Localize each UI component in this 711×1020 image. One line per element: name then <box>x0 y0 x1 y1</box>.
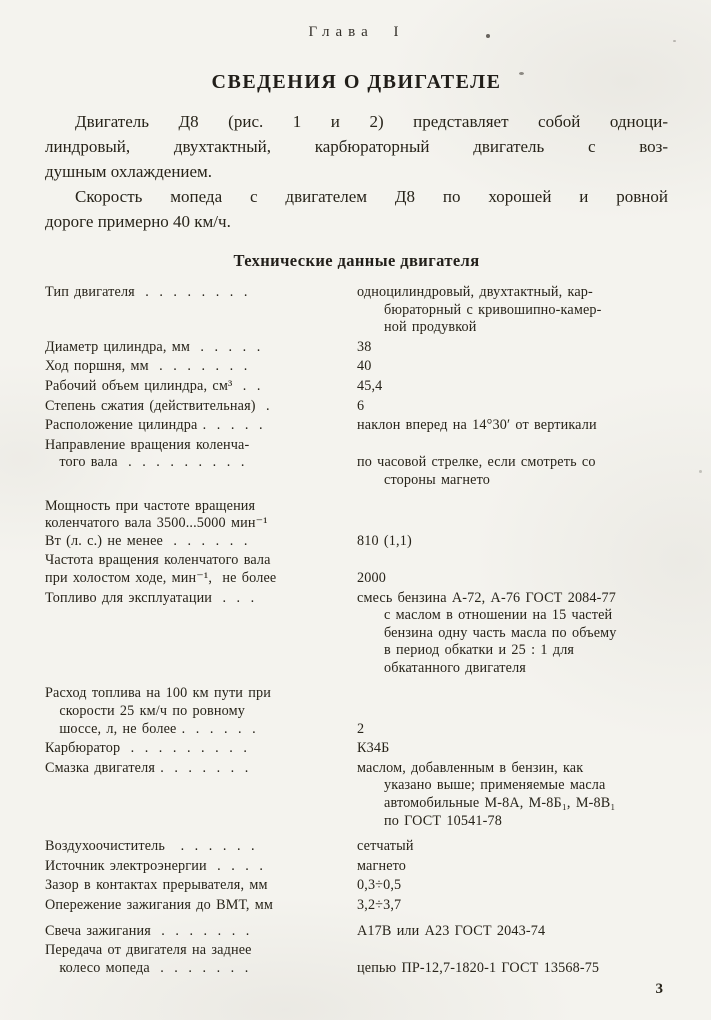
spec-label <box>45 942 357 977</box>
spec-value <box>357 923 668 941</box>
spec-value-line: 2 <box>357 720 365 737</box>
chapter-heading: Глава I <box>308 24 405 40</box>
spec-value-line: 3,2÷3,7 <box>357 897 402 913</box>
spec-label-line: Рабочий объем цилиндра, см³ . . <box>45 377 261 394</box>
spec-label-line: Тип двигателя . . . . . . . . <box>45 284 248 300</box>
spec-value-line: 45,4 <box>357 377 383 394</box>
spec-label <box>45 590 357 678</box>
spec-value-line: 810 (1,1) <box>357 532 412 549</box>
spec-value <box>357 398 668 416</box>
spec-label <box>45 339 357 357</box>
spec-value-line: 0,3÷0,5 <box>357 877 402 894</box>
spec-value-line: А17В или А23 ГОСТ 2043-74 <box>357 922 546 939</box>
spec-row <box>45 284 668 337</box>
spec-row <box>45 942 668 977</box>
spec-value-line: 6 <box>357 397 365 414</box>
spec-label <box>45 378 357 396</box>
paragraph-line: дороге примерно 40 км/ч. <box>45 212 231 231</box>
paragraph-line: Двигатель Д8 (рис. 1 и 2) представляет собой одноци- <box>75 112 668 131</box>
spec-value <box>357 417 668 435</box>
spec-value-line: по часовой стрелке, если смотреть со <box>357 454 596 471</box>
spec-label-line: шоссе, л, не более . . . . . . <box>45 720 256 737</box>
spec-label <box>45 552 357 587</box>
spec-label-line: Расход топлива на 100 км пути при <box>45 685 271 702</box>
spec-value-line: по ГОСТ 10541-78 <box>384 812 502 829</box>
spec-label-line: Воздухоочиститель . . . . . . <box>45 838 255 855</box>
spec-label-line: Смазка двигателя . . . . . . . <box>45 759 249 776</box>
spec-value <box>357 498 668 551</box>
spec-value-line: обкатанного двигателя <box>384 659 526 676</box>
spec-value-line: ной продувкой <box>384 319 477 336</box>
spec-label <box>45 858 357 876</box>
spec-value <box>357 858 668 876</box>
spec-row <box>45 358 668 376</box>
spec-row <box>45 552 668 587</box>
page-number: 3 <box>655 981 663 997</box>
spec-row <box>45 760 668 830</box>
spec-label-line: коленчатого вала 3500...5000 мин⁻¹ <box>45 515 268 532</box>
spec-row <box>45 339 668 357</box>
ink-speck <box>699 470 702 473</box>
spec-label-line: Ход поршня, мм . . . . . . . <box>45 358 248 375</box>
spec-row <box>45 858 668 876</box>
spec-table <box>45 284 668 977</box>
spec-value-line: 2000 <box>357 569 386 586</box>
ink-speck <box>486 34 490 38</box>
spec-label <box>45 897 357 915</box>
spec-value-line: цепью ПР-12,7-1820-1 ГОСТ 13568-75 <box>357 959 600 976</box>
intro-paragraphs <box>45 109 668 234</box>
paragraph-line: линдровый, двухтактный, карбюраторный двигатель с воз- <box>45 137 668 156</box>
section-title: Технические данные двигателя <box>233 251 480 270</box>
spec-label-line: Диаметр цилиндра, мм . . . . . <box>45 338 261 355</box>
spec-label-line: Топливо для эксплуатации . . . <box>45 589 255 606</box>
spec-row <box>45 740 668 758</box>
spec-row <box>45 923 668 941</box>
spec-row <box>45 877 668 895</box>
spec-value-line: магнето <box>357 857 407 874</box>
spec-label-line: при холостом ходе, мин⁻¹, не более <box>45 569 277 586</box>
ink-speck <box>442 120 445 123</box>
spec-row <box>45 378 668 396</box>
spec-value-line: бензина одну часть масла по объему <box>384 624 617 641</box>
spec-value <box>357 552 668 587</box>
spec-label-line: колесо мопеда . . . . . . . <box>45 959 249 976</box>
spec-value <box>357 339 668 357</box>
spec-label-line: Расположение цилиндра . . . . . <box>45 417 263 434</box>
spec-row <box>45 437 668 490</box>
ink-speck <box>519 72 524 75</box>
spec-label <box>45 838 357 856</box>
spec-row <box>45 590 668 678</box>
spec-label <box>45 437 357 490</box>
spec-value <box>357 897 668 915</box>
spec-label-line: Источник электроэнергии . . . . <box>45 857 264 874</box>
spec-value-line: в период обкатки и 25 : 1 для <box>384 642 575 659</box>
spec-value <box>357 437 668 490</box>
spec-value-line: указано выше; применяемые масла <box>384 777 606 794</box>
spec-label-line: Степень сжатия (действительная) . <box>45 397 270 414</box>
spec-label-line: Опережение зажигания до ВМТ, мм <box>45 897 274 913</box>
spec-label-line: Свеча зажигания . . . . . . . <box>45 922 250 939</box>
spec-value-line: 40 <box>357 358 372 375</box>
spec-label <box>45 284 357 337</box>
spec-row <box>45 838 668 856</box>
spec-value-line: автомобильные М-8А, М-8Б₁, М-8В₁ <box>384 795 616 812</box>
spec-label-line: того вала . . . . . . . . . <box>45 454 245 471</box>
spec-label-line: Вт (л. с.) не менее . . . . . . <box>45 532 248 549</box>
spec-row <box>45 417 668 435</box>
spec-value-line: 38 <box>357 338 372 355</box>
spec-value <box>357 590 668 678</box>
spec-value-line: наклон вперед на 14°30′ от вертикали <box>357 417 597 434</box>
spec-value <box>357 740 668 758</box>
spec-label <box>45 923 357 941</box>
spec-value-line: стороны магнето <box>384 471 491 488</box>
spec-value-line: сетчатый <box>357 838 414 855</box>
spec-label-line: Мощность при частоте вращения <box>45 497 256 514</box>
spec-label <box>45 760 357 830</box>
spec-label-line: скорости 25 км/ч по ровному <box>45 703 245 720</box>
spec-value-line: с маслом в отношении на 15 частей <box>384 607 613 624</box>
spec-value <box>357 760 668 830</box>
paragraph-line: душным охлаждением. <box>45 162 213 181</box>
spec-row <box>45 897 668 915</box>
spec-label-line: Частота вращения коленчатого вала <box>45 552 271 569</box>
spec-row <box>45 498 668 551</box>
spec-value <box>357 942 668 977</box>
spec-label-line: Передача от двигателя на заднее <box>45 942 252 959</box>
ink-speck <box>673 40 676 42</box>
spec-label <box>45 417 357 435</box>
spec-label <box>45 685 357 738</box>
spec-value-line: К34Б <box>357 740 390 757</box>
spec-value <box>357 358 668 376</box>
spec-value <box>357 838 668 856</box>
spec-label <box>45 498 357 551</box>
spec-label <box>45 877 357 895</box>
spec-label <box>45 398 357 416</box>
spec-label <box>45 358 357 376</box>
spec-value-line: бюраторный с кривошипно-камер- <box>384 301 602 318</box>
paragraph-line: Скорость мопеда с двигателем Д8 по хорошей и ровной <box>75 187 668 206</box>
spec-value <box>357 877 668 895</box>
paragraph <box>45 184 668 234</box>
spec-value <box>357 685 668 738</box>
paragraph <box>45 109 668 184</box>
spec-value <box>357 378 668 396</box>
spec-value-line: одноцилиндровый, двухтактный, кар- <box>357 284 593 300</box>
spec-row <box>45 398 668 416</box>
spec-label-line: Направление вращения коленча- <box>45 436 250 453</box>
spec-value-line: маслом, добавленным в бензин, как <box>357 759 584 776</box>
spec-label-line: Зазор в контактах прерывателя, мм <box>45 877 268 894</box>
spec-label-line: Карбюратор . . . . . . . . . <box>45 740 248 757</box>
spec-value-line: смесь бензина А-72, А-76 ГОСТ 2084-77 <box>357 589 617 606</box>
spec-value <box>357 284 668 337</box>
spec-row <box>45 685 668 738</box>
spec-label <box>45 740 357 758</box>
page-title: СВЕДЕНИЯ О ДВИГАТЕЛЕ <box>211 71 502 93</box>
